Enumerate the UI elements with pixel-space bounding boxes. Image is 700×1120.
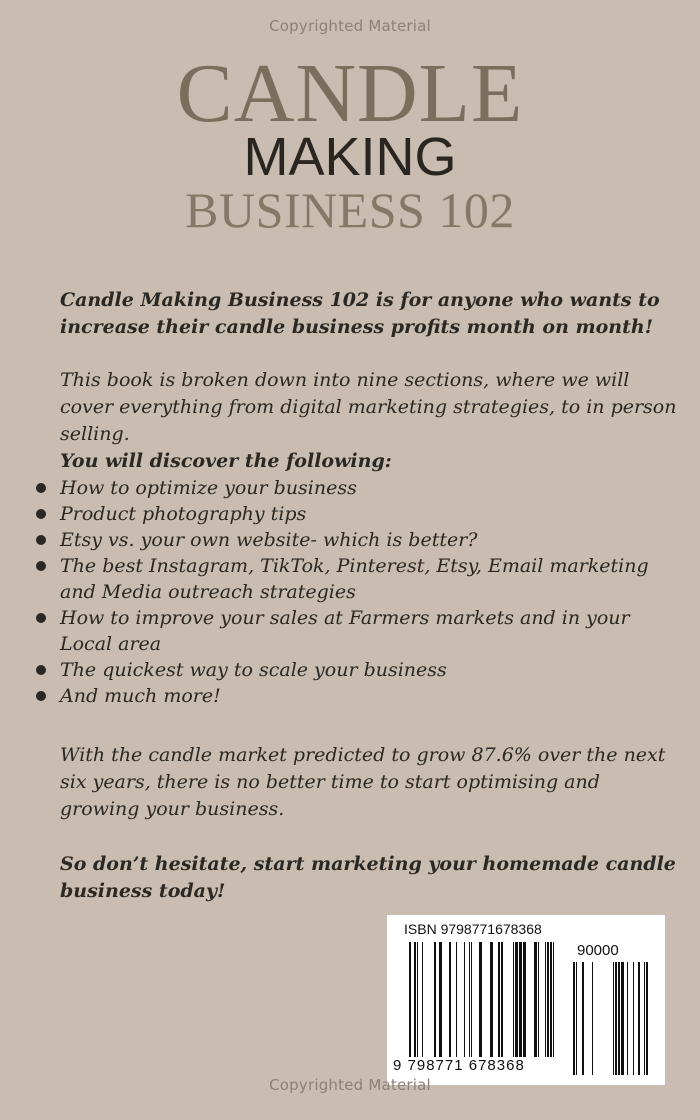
list-item: [36, 657, 676, 683]
feature-list: [36, 475, 676, 709]
list-item: [36, 683, 676, 709]
list-item: [36, 475, 676, 501]
intro-paragraph: Candle Making Business 102 is for anyone who wants to increase their candle business profits month on month!: [60, 289, 660, 338]
list-item-text: Product photography tips: [60, 503, 307, 525]
bullet-icon: [36, 691, 46, 701]
title-line-3: BUSINESS 102: [185, 182, 515, 238]
list-item-text: Etsy vs. your own website- which is better?: [60, 529, 478, 551]
market-paragraph: With the candle market predicted to grow 87.6% over the next six years, there is no better time to start optimising and growing your business.: [60, 744, 666, 820]
watermark-top: Copyrighted Material: [269, 17, 431, 35]
bullet-icon: [36, 483, 46, 493]
list-item: [36, 605, 676, 657]
sections-paragraph: This book is broken down into nine sections, where we will cover everything from digital marketing strategies, to in person selling.: [60, 369, 677, 445]
list-item: [36, 553, 676, 605]
closing-paragraph: So don’t hesitate, start marketing your homemade candle business today!: [60, 853, 676, 902]
list-item-text: The best Instagram, TikTok, Pinterest, Etsy, Email marketing and Media outreach strategies: [60, 555, 649, 603]
barcode: [387, 915, 665, 1085]
bullet-icon: [36, 535, 46, 545]
title-line-1: CANDLE: [176, 47, 524, 140]
bullet-icon: [36, 665, 46, 675]
watermark-bottom: Copyrighted Material: [269, 1076, 431, 1094]
list-item: [36, 501, 676, 527]
list-item-text: The quickest way to scale your business: [60, 659, 447, 681]
list-item-text: How to optimize your business: [60, 477, 357, 499]
title-line-2: MAKING: [243, 127, 457, 187]
bullet-icon: [36, 509, 46, 519]
list-item-text: How to improve your sales at Farmers markets and in your Local area: [60, 607, 630, 655]
bullet-icon: [36, 613, 46, 623]
list-item: [36, 527, 676, 553]
isbn-label: ISBN 9798771678368: [404, 921, 542, 937]
barcode-addon-number: 90000: [577, 942, 619, 959]
discover-heading: You will discover the following:: [60, 450, 392, 472]
barcode-digits: 9 798771 678368: [393, 1057, 525, 1074]
list-item-text: And much more!: [60, 685, 221, 707]
bullet-icon: [36, 561, 46, 571]
